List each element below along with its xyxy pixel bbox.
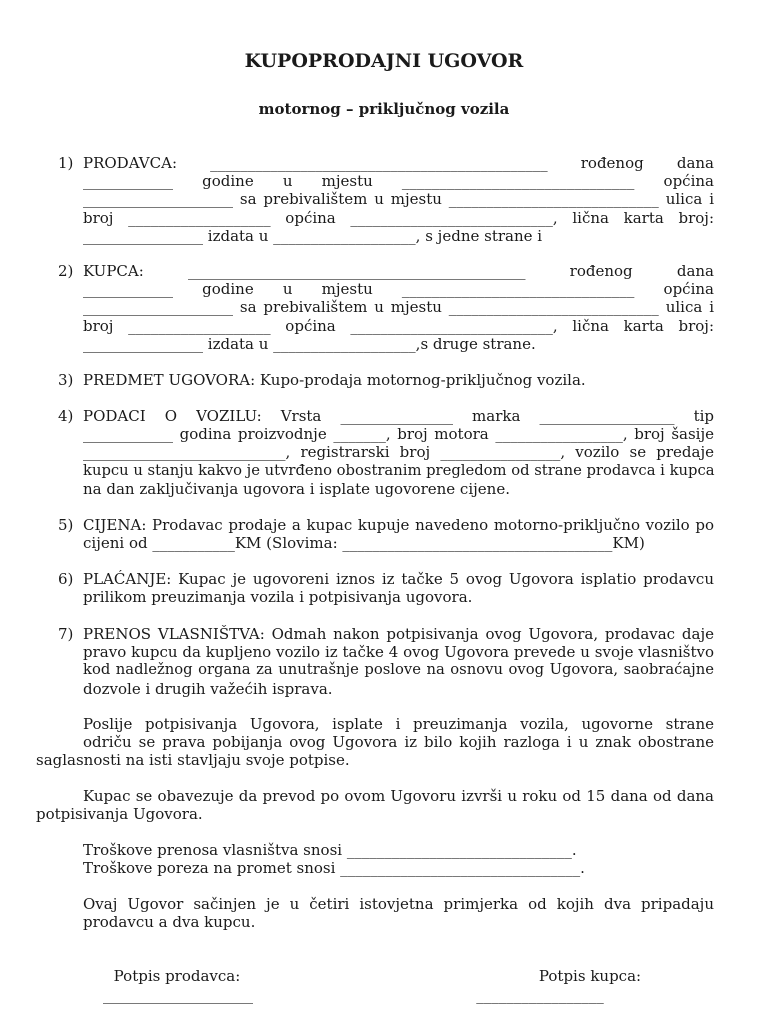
paragraph-line: saglasnosti na isti stavljaju svoje potpise.: [36, 751, 350, 770]
clause-line: broj ___________________ općina ___________________________, lična karta broj:: [83, 208, 714, 227]
clause-number: 5): [58, 516, 74, 534]
clause-line: PODACI O VOZILU: Vrsta _______________ marka __________________ tip: [83, 407, 714, 425]
clause-line: PRODAVCA: _____________________________________________ rođenog dana: [83, 154, 714, 172]
clause-line: ____________________ sa prebivalištem u mjestu ____________________________ ulica i: [83, 298, 714, 317]
clause-line: KUPCA: _____________________________________________ rođenog dana: [83, 262, 714, 280]
paragraph-line: potpisivanja Ugovora.: [36, 805, 203, 824]
paragraph-line: Poslije potpisivanja Ugovora, isplate i preuzimanja vozila, ugovorne strane: [83, 715, 714, 733]
paragraph-line: Kupac se obavezuje da prevod po ovom Ugovoru izvrši u roku od 15 dana od dana: [83, 787, 714, 805]
clause-line: ___________________________, registrarski broj ________________, vozilo se predaje: [83, 443, 714, 462]
clause-line: ____________________ sa prebivalištem u mjestu ____________________________ ulica i: [83, 190, 714, 209]
clause-line: na dan zaključivanja ugovora i isplate ugovorene cijene.: [83, 479, 510, 498]
clause-subject: [58, 371, 714, 389]
clause-line: ____________ godine u mjestu _______________________________ općina: [83, 280, 714, 299]
clause-price: [58, 516, 714, 553]
clause-line: kupcu u stanju kakvo je utvrđeno obostranim pregledom od strane prodavca i kupca: [83, 461, 715, 479]
clause-payment: [58, 570, 714, 607]
clause-number: 4): [58, 407, 74, 425]
clause-line: PRENOS VLASNIŠTVA: Odmah nakon potpisivanja ovog Ugovora, prodavac daje: [83, 625, 714, 643]
clause-number: 7): [58, 625, 74, 643]
clause-number: 2): [58, 262, 74, 280]
clause-line: CIJENA: Prodavac prodaje a kupac kupuje navedeno motorno-priključno vozilo po: [83, 516, 714, 534]
paragraph-line: Troškove prenosa vlasništva snosi ______________________________.: [83, 841, 577, 859]
clause-line: kod nadležnog organa za unutrašnje poslove na osnovu ovog Ugovora, saobraćajne: [83, 661, 714, 679]
clause-line: broj ___________________ općina ___________________________, lična karta broj:: [83, 316, 714, 335]
clause-line: ____________ godine u mjestu _______________________________ općina: [83, 172, 714, 191]
clause-line: ________________ izdata u ___________________, s jedne strane i: [83, 226, 543, 245]
seller-signature-label: Potpis prodavca:: [113, 967, 241, 985]
document-title: KUPOPRODAJNI UGOVOR: [244, 50, 524, 72]
clause-line: pravo kupcu da kupljeno vozilo iz tačke 4 ovog Ugovora prevede u svoje vlasništvo: [83, 643, 714, 662]
document-subtitle: motornog – priključnog vozila: [258, 100, 510, 118]
clause-vehicle-data: [58, 407, 715, 498]
clause-ownership-transfer: [58, 625, 714, 698]
clause-line: dozvole i drugih važećih isprava.: [83, 679, 333, 698]
clause-number: 1): [58, 154, 74, 172]
clause-line: PLAĆANJE: Kupac je ugovoreni iznos iz tačke 5 ovog Ugovora isplatio prodavcu: [83, 570, 714, 588]
buyer-signature-line: _________________: [476, 986, 604, 1004]
clause-number: 3): [58, 371, 74, 389]
paragraph-line: Ovaj Ugovor sačinjen je u četiri istovjetna primjerka od kojih dva pripadaju: [83, 895, 714, 913]
clause-seller: [58, 154, 714, 245]
paragraph-copies: [36, 895, 714, 931]
seller-signature-line: ____________________: [103, 986, 253, 1004]
paragraph-line: prodavcu a dva kupcu.: [83, 913, 256, 932]
clause-line: cijeni od ___________KM (Slovima: ____________________________________KM): [83, 534, 645, 553]
clause-line: PREDMET UGOVORA: Kupo-prodaja motornog-priključnog vozila.: [83, 371, 586, 389]
clause-line: ________________ izdata u ___________________,s druge strane.: [83, 334, 536, 353]
paragraph-line: odriču se prava pobijanja ovog Ugovora iz bilo kojih razloga i u znak obostrane: [83, 733, 714, 752]
paragraph-transfer-deadline: [36, 787, 714, 823]
paragraph-waiver: [36, 715, 714, 770]
paragraph-costs: [36, 841, 714, 877]
paragraph-line: Troškove poreza na promet snosi ________________________________.: [83, 859, 585, 878]
clause-line: prilikom preuzimanja vozila i potpisivanja ugovora.: [83, 588, 473, 607]
clause-buyer: [58, 262, 714, 353]
clause-line: ____________ godina proizvodnje _______, broj motora _________________, broj šasije: [83, 425, 714, 444]
buyer-signature-label: Potpis kupca:: [538, 967, 642, 985]
clause-number: 6): [58, 570, 74, 588]
